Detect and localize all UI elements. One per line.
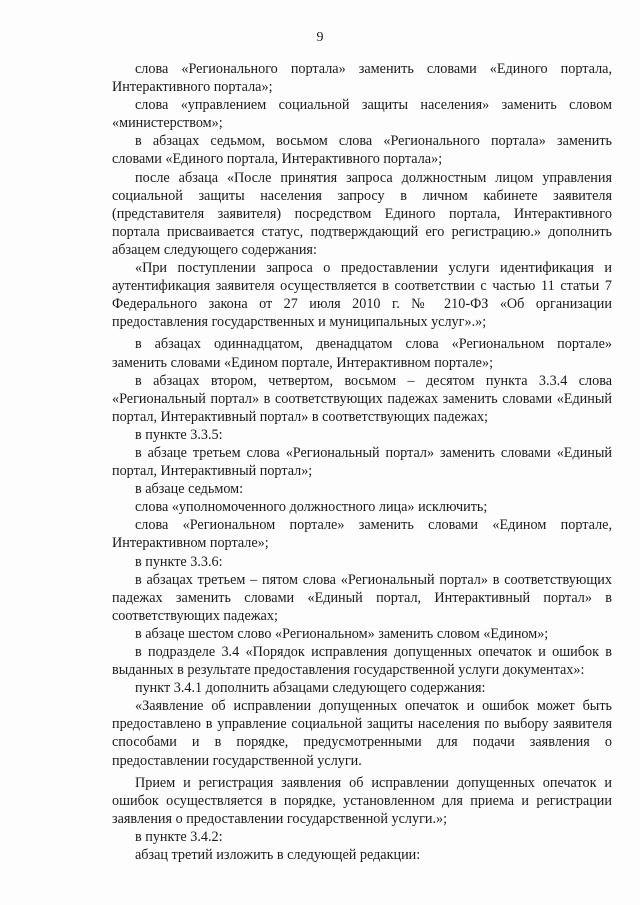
- paragraph: слова «Региональном портале» заменить словами «Едином портале, Интерактивном портале»;: [112, 517, 612, 552]
- document-body: [112, 60, 612, 864]
- quoted-paragraph: «Заявление об исправлении допущенных опечаток и ошибок может быть предоставлено в управление социальной защиты населения по выбору заявителя способами и в порядке, предусмотренными для подачи заявления о предоставлении государственной услуги.: [112, 698, 612, 769]
- paragraph: в абзаце седьмом:: [135, 481, 244, 498]
- paragraph: слова «уполномоченного должностного лица» исключить;: [135, 499, 488, 516]
- paragraph: после абзаца «После принятия запроса должностным лицом управления социальной защиты населения запросу в личном кабинете заявителя (представителя заявителя) посредством Единого портала, Интерактивного портала присваивается статус, подтверждающий его регистрацию.» дополнить абзацем следующего содержания:: [112, 169, 612, 258]
- quoted-paragraph: Прием и регистрация заявления об исправлении допущенных опечаток и ошибок осуществляется в порядке, установленном для приема и регистрации заявления о предоставлении государственной услуги.»;: [112, 774, 612, 827]
- paragraph: в абзацах втором, четвертом, восьмом – десятом пункта 3.3.4 слова «Региональный портал» в соответствующих падежах заменить словами «Единый портал, Интерактивный портал» в соответствующих падежах;: [112, 372, 612, 425]
- paragraph: в абзаце третьем слова «Региональный портал» заменить словами «Единый портал, Интерактивный портал»;: [112, 444, 612, 480]
- paragraph: в подразделе 3.4 «Порядок исправления допущенных опечаток и ошибок в выданных в результате предоставления государственной услуги документах»:: [112, 644, 612, 679]
- paragraph: в абзацах седьмом, восьмом слова «Регионального портала» заменить словами «Единого портала, Интерактивного портала»;: [112, 133, 612, 168]
- paragraph: в абзацах третьем – пятом слова «Региональный портал» в соответствующих падежах заменить словами «Единый портал, Интерактивный портал» в соответствующих падежах;: [112, 571, 612, 624]
- paragraph: в абзацах одиннадцатом, двенадцатом слова «Региональном портале» заменить словами «Едином портале, Интерактивном портале»;: [112, 336, 612, 371]
- paragraph: в пункте 3.3.5:: [135, 426, 223, 443]
- paragraph: слова «Регионального портала» заменить словами «Единого портала, Интерактивного портала»;: [112, 61, 612, 96]
- quoted-paragraph: «При поступлении запроса о предоставлении услуги идентификация и аутентификация заявителя осуществляется в соответствии с частью 11 статьи 7 Федерального закона от 27 июля 2010 г. № 210-ФЗ «Об организации предоставления государственных и муниципальных услуг».»;: [112, 260, 612, 331]
- paragraph: абзац третий изложить в следующей редакции:: [135, 847, 421, 864]
- paragraph: в абзаце шестом слово «Региональном» заменить словом «Едином»;: [135, 625, 549, 642]
- paragraph: в пункте 3.4.2:: [135, 828, 223, 845]
- paragraph: пункт 3.4.1 дополнить абзацами следующего содержания:: [135, 680, 486, 697]
- page-number: 9: [316, 30, 324, 45]
- paragraph: слова «управлением социальной защиты населения» заменить словом «министерством»;: [112, 97, 612, 132]
- paragraph: в пункте 3.3.6:: [135, 553, 223, 570]
